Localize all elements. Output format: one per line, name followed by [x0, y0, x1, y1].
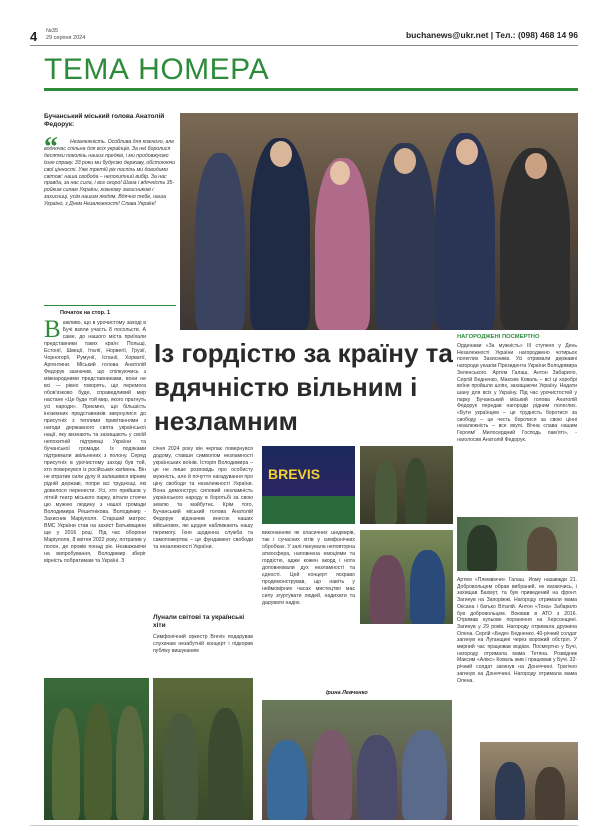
- page-number: 4: [30, 29, 38, 44]
- article-column-2b: Симфонічний оркестр Brevis подарував слухачам незабутній концерт і підкорив публіку вишуканим: [153, 634, 253, 654]
- header-rule: [30, 45, 578, 46]
- sidebar-title: НАГОРОДЖЕНІ ПОСМЕРТНО: [457, 334, 540, 340]
- column1-text: ажливо, що в урочистому заході в Бучі взяли участь 8 посольств. А саме, до нашого міста приїхали представники таких країн: Польщі, Естонії, Швеції, Італії, Норвегії, Грузії, Чорногорії, Румунії, Іспанії, Хорватії, Аргентини. Міський голова Анатолій Федорук зазначив, що спілкуючись з міжнародними представниками, вони не всі — рівно говорять, що перемога обов'язково буде, справедливий мир настане «Це буде той мир, якого прагнуть усі народи». Приємно, що більшість іноземних представників звернулися до присутніх з теплими привітаннями з нагоди державного свята української нації, яку визнають та захищають у своїй непохитній підтримці України та бучанської громади. Із подяками підтримали звільнених з полону. Серед присутніх в урочистому заході був той, хто повернувся із російських катівень. Він не втратив сили духу й залишився вірним рідній державі, попри всі труднощі, які довелося перенести. Усі, хто прийшов у літній театр міського парку, вітали стоячи цю мужню людину з нашої громади Володимира Решетнікова. Володимир - Захисник Маріуполя. Старший матрос ВМС України став на захист Батьківщини ще у 2016 році. Під час оборони Маріуполя, 8 квітня 2022 року, потрапив у полон, де провів понад рік. Незважаючи на випробування, Володимир зберіг вірність побратимам та Україні. З: [44, 320, 146, 564]
- main-photo-audience: [180, 113, 578, 330]
- photo-military-award: [44, 678, 149, 820]
- page-bottom-rule: [30, 825, 578, 826]
- page-header: [30, 27, 578, 47]
- issue-info: [46, 28, 85, 42]
- quote-heading: Бучанський міський голова Анатолій Федорук:: [44, 113, 165, 128]
- quote-divider: [44, 305, 176, 306]
- article-column-2: січня 2024 року він черпає повернувся додому, ставши символом незламності українських воїнів. Історія Володимира – це не лише розповідь про особисту мужність, але й почуття нагадування про ціну свободи та незалежності України. Вона демонструє силовий незламність українського народу в боротьбі за свою землю та майбутнє. Крім того, Бучанський міський голова Анатолій Федорук відзначив внесок наших військових, які щодня наближають нашу перемогу. Їхня щоденна служба та самопожертва – це фундамент свободи та незалежності України.: [153, 446, 253, 550]
- photo-brevis-orchestra: [262, 446, 355, 524]
- sidebar-photo-bottom: [480, 742, 578, 820]
- article-subhead: Лунали світові та українські хіти: [153, 614, 245, 629]
- photo-crowd-soldiers: [153, 678, 253, 820]
- photo-soldiers: [360, 446, 453, 524]
- drop-cap: В: [44, 320, 61, 343]
- article-column-3: виконанням як класичних шедеврів, так і сучасних хітів у симфонічних обробках. У залі панувала неповторна атмосфера, наповнена емоціями та гордістю, адже кожен акорд і нота доповнювали дух незламності та єдності. Цей концерт яскраво продемонстрував, що навіть у неймовірних часах мистецтво має силу згуртувати людей, надихати та дарувати надію.: [262, 530, 355, 606]
- section-title: ТЕМА НОМЕРА: [44, 53, 270, 86]
- section-title-rule: [44, 88, 578, 91]
- contacts: buchanews@ukr.net | Тел.: (098) 468 14 96: [405, 30, 578, 40]
- article-author: Ірина Левченко: [326, 690, 368, 696]
- photo-audience-bottom: [262, 700, 452, 820]
- article-headline: Із гордістю за країну та вдячністю вільним і незламним: [154, 338, 453, 436]
- continued-from-label: Початок на стор. 1: [60, 310, 111, 316]
- issue-number: №35: [46, 28, 59, 34]
- quote-mark-icon: “: [44, 132, 58, 163]
- issue-date: 29 серпня 2024: [46, 35, 86, 41]
- brevis-sign: BREVIS: [268, 466, 321, 482]
- mayor-quote: [44, 113, 176, 303]
- headline-block: [150, 330, 500, 440]
- article-column-1: [44, 320, 146, 620]
- sidebar-photo-award: [457, 517, 578, 571]
- sidebar-text-1: Орденами «За мужність» III ступеня у День Незалежності України нагороджено чотирьох полеглих Захисників. Усі отримали державні нагороди указом Президента України Володимира Зеленського. Артем Галаш, Антон Забарило, Сергій Бедненко, Максим Коваль – всі ці хоробрі воїни пройшли шлях, захищаючи Україну. Надати шану для всіх у Україну. Під час урочистостей у парку Бучанський міський голова Анатолій Федорук передав нагороди рідним полеглих. «Бути українцем – це трудність боротися за свободу – це честь боротися за свою цінні незалежність – все вкупі. Вічна слава нашим Героям! Милосердний Господь пам'яті», - наголосив Анатолій Федорук.: [457, 343, 577, 443]
- sidebar-text-2: Артем «Племвінчи» Галаш. Йому назавжди 21. Добровольцем обрав вибраний, не вагаючись, і захищав Бахмут, та був приведений на фронт. Загинув на Запоріжжі. Нагороду отримали мама Оксана і батько Віталій. Антон «Тоха» Забарило був добровольцем. Воював в АТО з 2016. Отримав кульове поранення на Херсонщині. Загинув у 29 років. Нагороду отримала дружина Олена. Сергій «Бедя» Бедненко. 40-річний солдат загинув на Луганщині через ворожий обстріл. У мирний час працював водієм. Посмертно у Бучі, нагороду отримала мама Тетяна. Розвідник Максим «Алікс» Коваль жив і працював у Бучі. 32-річний солдат загинув на Донеччині. Трагічно загинув на Донеччині. Нагороду отримала мама Олена.: [457, 577, 577, 684]
- quote-text: Незалежність. Особлива для кожного, але водночас спільна для всіх українців. За неї боролися десятки поколінь наших предків, і ми продовжуємо їхню справу. 33 роки ми будуємо державу, обстоюючи свої цінності. Уже третій рік поспіль ми доводимо світові: наша свобода – непохитний вибір. За нас правда, за нас сила, і все скоро! Шана і вдячність 35-ройким силам України, кожному захисникові і захисниці, усім нашим людям. Вдячно тебе, наша Україно, з Днем Незалежності! Слава Україні!: [44, 139, 176, 208]
- photo-elderly-couple: [360, 530, 453, 624]
